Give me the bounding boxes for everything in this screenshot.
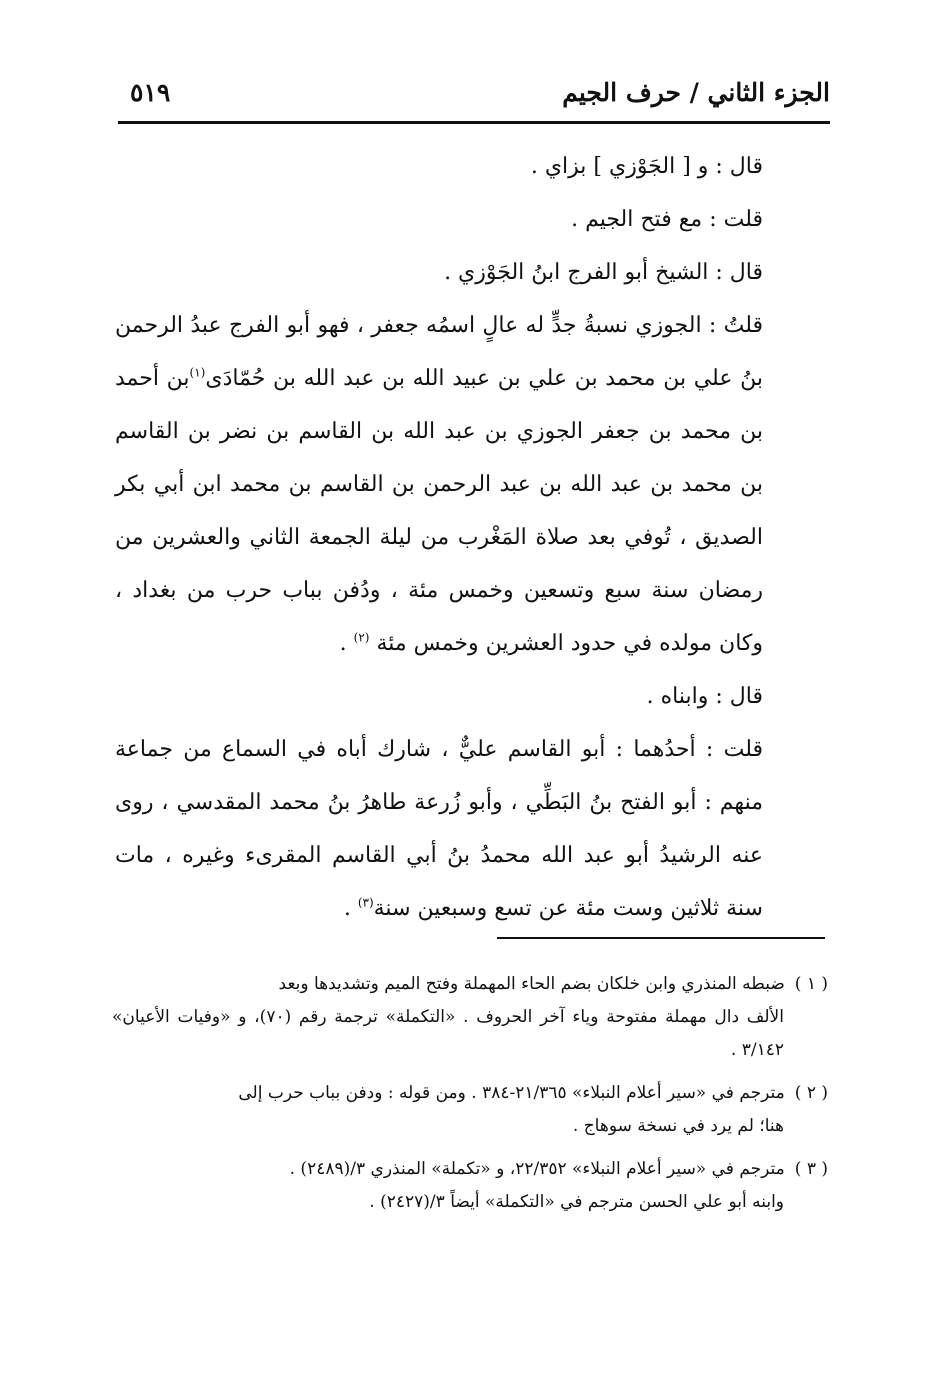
footnote-number: ( ٢ ): [794, 1083, 828, 1103]
paragraph-biography: [115, 299, 827, 670]
footnote-ref-3: (٣): [357, 895, 374, 910]
paragraph-sons: [115, 723, 827, 935]
paragraph-qala-1: قال : و [ الجَوْزي ] بزاي .: [530, 154, 763, 179]
paragraph-qultu-1: قلت : مع فتح الجيم .: [571, 207, 763, 232]
biography-text-part-1: قلتُ : الجوزي نسبةُ جدٍّ له عالٍ اسمُه جعفر ، فهو أبو الفرج عبدُ الرحمن بنُ علي بن محمد بن علي بن عبيد الله بن عبد الله بن حُمّادَى: [115, 313, 764, 391]
footnotes-section: [112, 968, 828, 1229]
biography-text-part-2: بن أحمد بن محمد بن جعفر الجوزي بن عبد الله بن القاسم بن نضر بن القاسم بن محمد بن عبد الله بن عبد الرحمن بن القاسم بن محمد ابن أبي بكر الصديق ، تُوفي بعد صلاة المَغْرب من ليلة الجمعة الثاني والعشرين من رمضان سنة سبع وتسعين وخمس مئة ، ودُفن بباب حرب من بغداد ، وكان مولده في حدود العشرين وخمس مئة: [115, 366, 763, 656]
footnote-text: مترجم في «سير أعلام النبلاء» ٢٢/٣٥٢، و «تكملة» المنذري ٣/(٢٤٨٩) .: [289, 1159, 785, 1179]
footnote-3: [112, 1153, 828, 1219]
footnote-divider: [497, 937, 825, 939]
sons-text: قلت : أحدُهما : أبو القاسم عليٌّ ، شارك أباه في السماع من جماعة منهم : أبو الفتح بنُ البَطِّي ، وأبو زُرعة طاهرُ بنُ محمد المقدسي ، روى عنه الرشيدُ أبو عبد الله محمدُ بنُ أبي القاسم المقرىء وغيره ، مات سنة ثلاثين وست مئة عن تسع وسبعين سنة: [115, 737, 763, 921]
footnote-1: [112, 968, 828, 1067]
footnote-text: ضبطه المنذري وابن خلكان بضم الحاء المهملة وفتح الميم وتشديدها وبعد: [278, 974, 785, 994]
footnote-continuation: الألف دال مهملة مفتوحة وياء آخر الحروف . «التكملة» ترجمة رقم (٧٠)، و «وفيات الأعيان» ٣/١٤٢ .: [112, 1007, 784, 1060]
biography-end-mark: .: [339, 631, 347, 656]
footnote-number: ( ١ ): [794, 974, 828, 994]
main-text: [115, 140, 827, 935]
footnote-2-first-line: [112, 1077, 828, 1110]
footnote-3-first-line: [112, 1153, 828, 1186]
sons-end-mark: .: [343, 896, 351, 921]
page-number: ٥١٩: [130, 78, 171, 107]
footnote-number: ( ٣ ): [794, 1159, 828, 1179]
running-title: الجزء الثاني / حرف الجيم: [562, 78, 830, 107]
footnote-continuation: هنا؛ لم يرد في نسخة سوهاج .: [572, 1116, 784, 1136]
paragraph-qala-2: قال : الشيخ أبو الفرج ابنُ الجَوْزي .: [444, 260, 763, 285]
footnote-2: [112, 1077, 828, 1143]
footnote-text: مترجم في «سير أعلام النبلاء» ٢١/٣٦٥-٣٨٤ . ومن قوله : ودفن بباب حرب إلى: [238, 1083, 785, 1103]
footnote-ref-2: (٢): [353, 630, 370, 645]
footnote-1-first-line: [112, 968, 828, 1001]
page-header: [110, 78, 830, 122]
footnote-ref-1: (١): [189, 365, 206, 380]
paragraph-qala-3: قال : وابناه .: [646, 684, 763, 709]
footnote-continuation: وابنه أبو علي الحسن مترجم في «التكملة» أيضاً ٣/(٢٤٢٧) .: [369, 1192, 784, 1212]
header-divider: [118, 121, 830, 124]
